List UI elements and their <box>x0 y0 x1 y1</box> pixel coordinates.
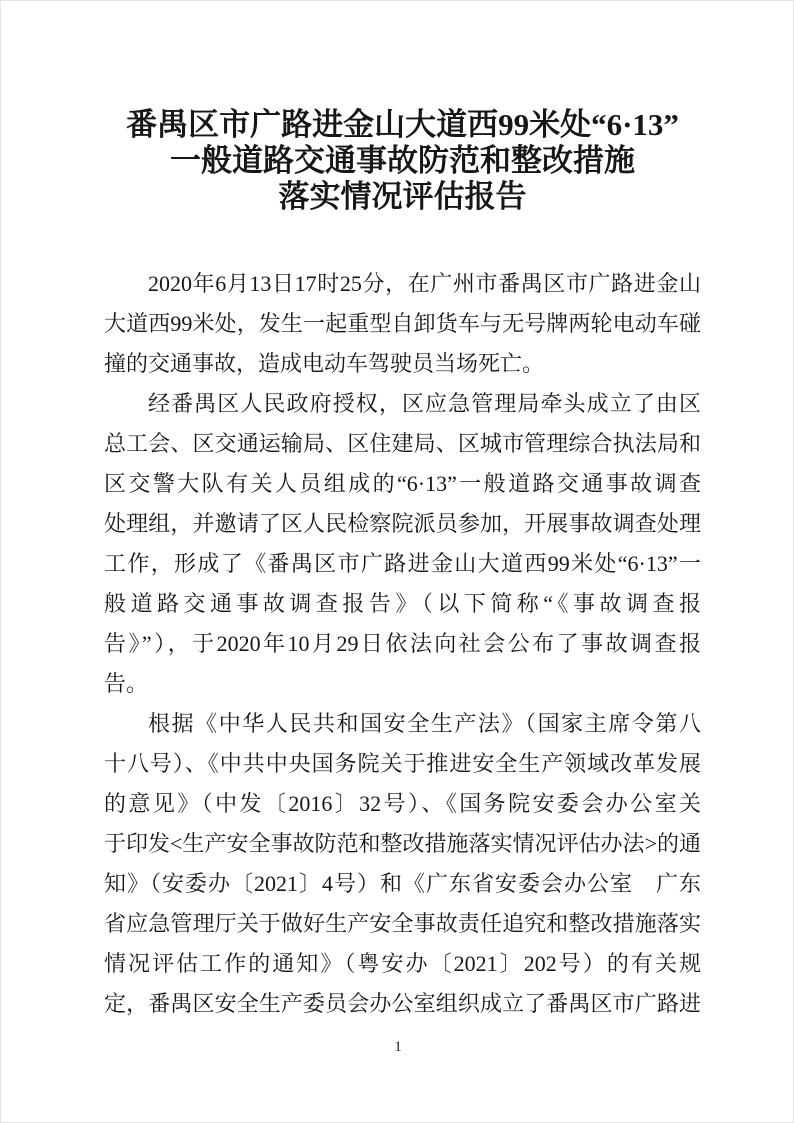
body-line: 般道路交通事故调查报告》（以下简称“《事故调查报 <box>104 591 701 616</box>
body-line: 定，番禺区安全生产委员会办公室组织成立了番禺区市广路进 <box>104 991 701 1016</box>
body-line: 的意见》（中发〔2016〕32号）、《国务院安委会办公室关 <box>104 791 701 816</box>
page-number: 1 <box>394 1039 402 1055</box>
title-line-1: 番禺区市广路进金山大道西99米处“6·13” <box>126 107 679 142</box>
body-line: 撞的交通事故，造成电动车驾驶员当场死亡。 <box>104 351 545 376</box>
body-line: 于印发<生产安全事故防范和整改措施落实情况评估办法>的通 <box>104 831 701 856</box>
body-line: 十八号）、《中共中央国务院关于推进安全生产领域改革发展 <box>104 751 701 776</box>
body-line: 省应急管理厅关于做好生产安全事故责任追究和整改措施落实 <box>104 911 701 936</box>
document-body <box>104 264 701 1024</box>
body-line: 告。 <box>104 671 149 696</box>
body-line: 大道西99米处，发生一起重型自卸货车与无号牌两轮电动车碰 <box>104 311 701 336</box>
body-line: 区交警大队有关人员组成的“6·13”一般道路交通事故调查 <box>104 471 701 496</box>
title-line-2: 一般道路交通事故防范和整改措施 <box>170 143 635 178</box>
document-title <box>104 1 701 215</box>
body-line: 告》”），于2020年10月29日依法向社会公布了事故调查报 <box>104 631 701 656</box>
body-line: 经番禺区人民政府授权，区应急管理局牵头成立了由区 <box>148 391 701 416</box>
paragraph <box>104 704 701 1024</box>
title-line-3: 落实情况评估报告 <box>278 179 527 214</box>
body-line: 2020年6月13日17时25分，在广州市番禺区市广路进金山 <box>148 271 701 296</box>
body-line: 处理组，并邀请了区人民检察院派员参加，开展事故调查处理 <box>104 511 701 536</box>
paragraph <box>104 384 701 704</box>
body-line: 总工会、区交通运输局、区住建局、区城市管理综合执法局和 <box>104 431 701 456</box>
body-line: 工作，形成了《番禺区市广路进金山大道西99米处“6·13”一 <box>104 551 701 576</box>
body-line: 根据《中华人民共和国安全生产法》（国家主席令第八 <box>148 711 701 736</box>
body-line: 情况评估工作的通知》（粤安办〔2021〕202号）的有关规 <box>104 951 701 976</box>
paragraph <box>104 264 701 384</box>
body-line: 知》（安委办〔2021〕4号）和《广东省安委会办公室 广东 <box>104 871 701 896</box>
